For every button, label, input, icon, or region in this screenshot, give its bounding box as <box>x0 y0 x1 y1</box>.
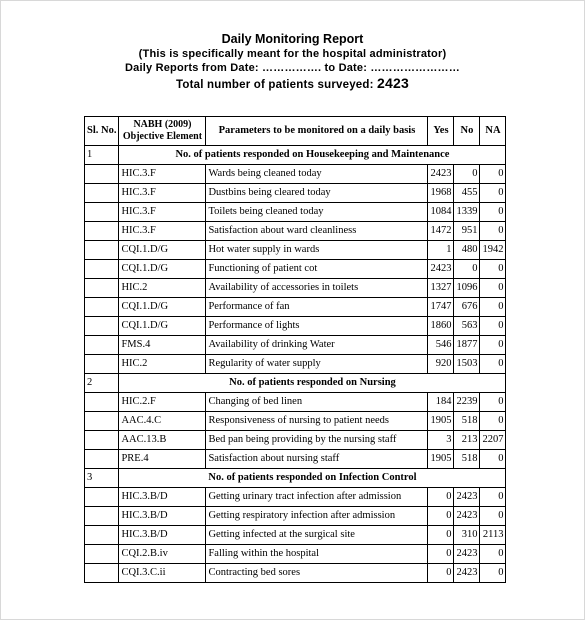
report-subtitle: (This is specifically meant for the hospital administrator) <box>138 48 447 60</box>
yes-cell: 1472 <box>428 222 454 241</box>
no-cell: 1503 <box>454 355 480 374</box>
blank-sl-cell <box>85 317 119 336</box>
no-cell: 1339 <box>454 203 480 222</box>
blank-sl-cell <box>85 526 119 545</box>
yes-cell: 546 <box>428 336 454 355</box>
yes-cell: 3 <box>428 431 454 450</box>
na-cell: 2207 <box>480 431 506 450</box>
na-cell: 0 <box>480 165 506 184</box>
parameter-cell: Getting respiratory infection after admission <box>206 507 428 526</box>
parameter-cell: Availability of accessories in toilets <box>206 279 428 298</box>
na-cell: 0 <box>480 222 506 241</box>
blank-sl-cell <box>85 222 119 241</box>
no-cell: 676 <box>454 298 480 317</box>
element-cell: HIC.3.B/D <box>119 526 206 545</box>
header-element-line2: Objective Element <box>122 131 203 142</box>
no-cell: 518 <box>454 450 480 469</box>
total-value: 2423 <box>377 75 409 91</box>
blank-sl-cell <box>85 393 119 412</box>
element-cell: HIC.3.B/D <box>119 507 206 526</box>
parameter-cell: Bed pan being providing by the nursing staff <box>206 431 428 450</box>
table-row <box>85 203 506 222</box>
no-cell: 0 <box>454 165 480 184</box>
parameter-cell: Dustbins being cleared today <box>206 184 428 203</box>
table-row <box>85 545 506 564</box>
blank-sl-cell <box>85 260 119 279</box>
table-row <box>85 298 506 317</box>
na-cell: 0 <box>480 317 506 336</box>
report-title: Daily Monitoring Report <box>221 32 364 46</box>
element-cell: AAC.4.C <box>119 412 206 431</box>
parameter-cell: Availability of drinking Water <box>206 336 428 355</box>
yes-cell: 1084 <box>428 203 454 222</box>
no-cell: 480 <box>454 241 480 260</box>
element-cell: CQI.1.D/G <box>119 317 206 336</box>
yes-cell: 0 <box>428 526 454 545</box>
table-row <box>85 184 506 203</box>
blank-sl-cell <box>85 298 119 317</box>
header-element-line1: NABH (2009) <box>133 119 192 130</box>
na-cell: 2113 <box>480 526 506 545</box>
monitoring-table <box>84 116 506 583</box>
table-row <box>85 222 506 241</box>
yes-cell: 0 <box>428 507 454 526</box>
na-cell: 0 <box>480 564 506 583</box>
section-title: No. of patients responded on Infection Control <box>119 469 506 488</box>
no-cell: 2423 <box>454 564 480 583</box>
parameter-cell: Responsiveness of nursing to patient needs <box>206 412 428 431</box>
blank-sl-cell <box>85 184 119 203</box>
no-cell: 310 <box>454 526 480 545</box>
na-cell: 0 <box>480 260 506 279</box>
yes-cell: 2423 <box>428 165 454 184</box>
element-cell: CQI.2.B.iv <box>119 545 206 564</box>
table-row <box>85 431 506 450</box>
table-row <box>85 412 506 431</box>
element-cell: HIC.2 <box>119 279 206 298</box>
table-row <box>85 336 506 355</box>
element-cell: HIC.3.B/D <box>119 488 206 507</box>
yes-cell: 920 <box>428 355 454 374</box>
section-row <box>85 469 506 488</box>
parameter-cell: Satisfaction about ward cleanliness <box>206 222 428 241</box>
table-row <box>85 526 506 545</box>
element-cell: CQI.1.D/G <box>119 260 206 279</box>
total-patients-line <box>0 75 585 93</box>
parameter-cell: Changing of bed linen <box>206 393 428 412</box>
header-sl-no: Sl. No. <box>85 117 119 146</box>
yes-cell: 1327 <box>428 279 454 298</box>
blank-sl-cell <box>85 488 119 507</box>
na-cell: 1942 <box>480 241 506 260</box>
element-cell: HIC.3.F <box>119 184 206 203</box>
table-row <box>85 393 506 412</box>
table-row <box>85 165 506 184</box>
total-label: Total number of patients surveyed: <box>176 79 378 91</box>
na-cell: 0 <box>480 355 506 374</box>
section-number: 1 <box>85 146 119 165</box>
blank-sl-cell <box>85 431 119 450</box>
parameter-cell: Regularity of water supply <box>206 355 428 374</box>
header-no: No <box>454 117 480 146</box>
element-cell: HIC.3.F <box>119 222 206 241</box>
table-row <box>85 564 506 583</box>
parameter-cell: Toilets being cleaned today <box>206 203 428 222</box>
no-cell: 2423 <box>454 545 480 564</box>
parameter-cell: Wards being cleaned today <box>206 165 428 184</box>
na-cell: 0 <box>480 298 506 317</box>
na-cell: 0 <box>480 488 506 507</box>
blank-sl-cell <box>85 545 119 564</box>
parameter-cell: Hot water supply in wards <box>206 241 428 260</box>
blank-sl-cell <box>85 412 119 431</box>
element-cell: AAC.13.B <box>119 431 206 450</box>
yes-cell: 1905 <box>428 450 454 469</box>
parameter-cell: Performance of fan <box>206 298 428 317</box>
yes-cell: 0 <box>428 564 454 583</box>
blank-sl-cell <box>85 203 119 222</box>
blank-sl-cell <box>85 507 119 526</box>
na-cell: 0 <box>480 412 506 431</box>
blank-sl-cell <box>85 165 119 184</box>
table-row <box>85 488 506 507</box>
header-parameters: Parameters to be monitored on a daily basis <box>206 117 428 146</box>
table-row <box>85 317 506 336</box>
header-objective-element <box>119 117 206 146</box>
table-row <box>85 260 506 279</box>
blank-sl-cell <box>85 241 119 260</box>
na-cell: 0 <box>480 203 506 222</box>
table-row <box>85 507 506 526</box>
yes-cell: 1 <box>428 241 454 260</box>
no-cell: 518 <box>454 412 480 431</box>
table-row <box>85 355 506 374</box>
no-cell: 563 <box>454 317 480 336</box>
no-cell: 1096 <box>454 279 480 298</box>
table-row <box>85 279 506 298</box>
element-cell: HIC.2.F <box>119 393 206 412</box>
parameter-cell: Falling within the hospital <box>206 545 428 564</box>
no-cell: 2239 <box>454 393 480 412</box>
table-row <box>85 241 506 260</box>
yes-cell: 0 <box>428 488 454 507</box>
yes-cell: 1968 <box>428 184 454 203</box>
element-cell: CQI.1.D/G <box>119 241 206 260</box>
yes-cell: 2423 <box>428 260 454 279</box>
na-cell: 0 <box>480 545 506 564</box>
yes-cell: 1860 <box>428 317 454 336</box>
header-yes: Yes <box>428 117 454 146</box>
parameter-cell: Getting urinary tract infection after admission <box>206 488 428 507</box>
section-number: 3 <box>85 469 119 488</box>
blank-sl-cell <box>85 450 119 469</box>
na-cell: 0 <box>480 393 506 412</box>
na-cell: 0 <box>480 279 506 298</box>
parameter-cell: Functioning of patient cot <box>206 260 428 279</box>
na-cell: 0 <box>480 507 506 526</box>
na-cell: 0 <box>480 184 506 203</box>
section-title: No. of patients responded on Housekeeping and Maintenance <box>119 146 506 165</box>
element-cell: CQI.1.D/G <box>119 298 206 317</box>
yes-cell: 184 <box>428 393 454 412</box>
no-cell: 455 <box>454 184 480 203</box>
yes-cell: 1747 <box>428 298 454 317</box>
yes-cell: 0 <box>428 545 454 564</box>
no-cell: 213 <box>454 431 480 450</box>
date-range-line: Daily Reports from Date: ……………. to Date: …………………… <box>125 62 460 74</box>
section-title: No. of patients responded on Nursing <box>119 374 506 393</box>
report-header <box>0 32 585 93</box>
element-cell: HIC.2 <box>119 355 206 374</box>
element-cell: HIC.3.F <box>119 203 206 222</box>
parameter-cell: Getting infected at the surgical site <box>206 526 428 545</box>
yes-cell: 1905 <box>428 412 454 431</box>
header-na: NA <box>480 117 506 146</box>
no-cell: 1877 <box>454 336 480 355</box>
section-row <box>85 374 506 393</box>
element-cell: PRE.4 <box>119 450 206 469</box>
element-cell: CQI.3.C.ii <box>119 564 206 583</box>
no-cell: 2423 <box>454 507 480 526</box>
section-number: 2 <box>85 374 119 393</box>
na-cell: 0 <box>480 336 506 355</box>
parameter-cell: Contracting bed sores <box>206 564 428 583</box>
element-cell: FMS.4 <box>119 336 206 355</box>
na-cell: 0 <box>480 450 506 469</box>
blank-sl-cell <box>85 279 119 298</box>
element-cell: HIC.3.F <box>119 165 206 184</box>
table-row <box>85 450 506 469</box>
no-cell: 0 <box>454 260 480 279</box>
table-body <box>85 146 506 583</box>
blank-sl-cell <box>85 564 119 583</box>
parameter-cell: Performance of lights <box>206 317 428 336</box>
blank-sl-cell <box>85 355 119 374</box>
blank-sl-cell <box>85 336 119 355</box>
table-header-row <box>85 117 506 146</box>
no-cell: 951 <box>454 222 480 241</box>
no-cell: 2423 <box>454 488 480 507</box>
section-row <box>85 146 506 165</box>
parameter-cell: Satisfaction about nursing staff <box>206 450 428 469</box>
